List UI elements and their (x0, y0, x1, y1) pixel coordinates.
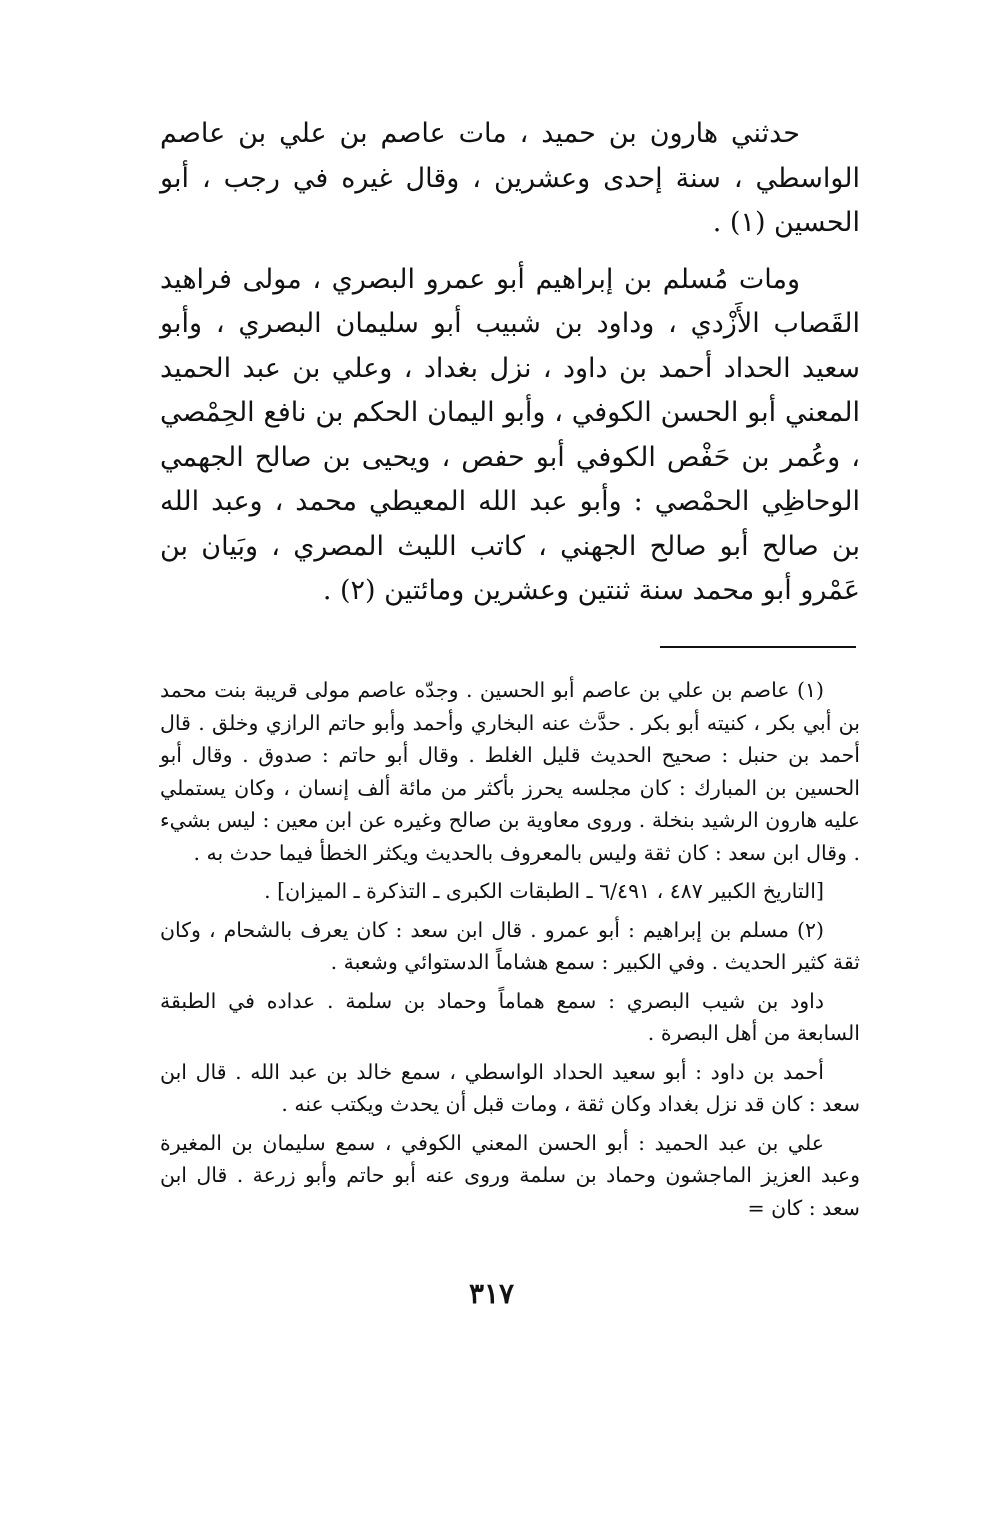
footnote-separator (660, 646, 856, 648)
footnote-1-sources: [التاريخ الكبير ٤٨٧ ، ٦/٤٩١ ـ الطبقات الكبرى ـ التذكرة ـ الميزان] . (264, 879, 824, 903)
footnotes (160, 674, 860, 1230)
footnote-2: (٢) مسلم بن إبراهيم : أبو عمرو . قال ابن سعد : كان يعرف بالشحام ، وكان ثقة كثير الحديث . وفي الكبير : سمع هشاماً الدستوائي وشعبة . (160, 917, 860, 974)
main-paragraph-1: حدثني هارون بن حميد ، مات عاصم بن علي بن عاصم الواسطي ، سنة إحدى وعشرين ، وقال غيره في رجب ، أبو الحسين (١) . (160, 118, 860, 238)
main-paragraph-2: ومات مُسلم بن إبراهيم أبو عمرو البصري ، مولى فراهيد القَصاب الأَزْدي ، وداود بن شبيب أبو سليمان البصري ، وأبو سعيد الحداد أحمد بن داود ، نزل بغداد ، وعلي بن عبد الحميد المعني أبو الحسن الكوفي ، وأبو اليمان الحكم بن نافع الحِمْصي ، وعُمر بن حَفْص الكوفي أبو حفص ، ويحيى بن صالح الجهمي الوحاظِي الحمْصي : وأبو عبد الله المعيطي محمد ، وعبد الله بن صالح أبو صالح الجهني ، كاتب الليث المصري ، وبَيان بن عَمْرو أبو محمد سنة ثنتين وعشرين ومائتين (٢) . (160, 263, 860, 606)
footnote-1: (١) عاصم بن علي بن عاصم أبو الحسين . وجدّه عاصم مولى قريبة بنت محمد بن أبي بكر ، كنيته أبو بكر . حدَّث عنه البخاري وأحمد وأبو حاتم الرازي وخلق . قال أحمد بن حنبل : صحيح الحديث قليل الغلط . وقال أبو حاتم : صدوق . وقال أبو الحسين بن المبارك : كان مجلسه يحرز بأكثر من مائة ألف إنسان ، وكان يستملي عليه هارون الرشيد بنخلة . وروى معاوية بن صالح وغيره عن ابن معين : ليس بشيء . وقال ابن سعد : كان ثقة وليس بالمعروف بالحديث ويكثر الخطأ فيما حدث به . (160, 678, 860, 865)
main-text (160, 112, 860, 614)
footnote-2-ahmad: أحمد بن داود : أبو سعيد الحداد الواسطي ، سمع خالد بن عبد الله . قال ابن سعد : كان قد نزل بغداد وكان ثقة ، ومات قبل أن يحدث ويكتب عنه . (160, 1059, 860, 1116)
page-number: ٣١٧ (468, 1277, 515, 1310)
footnote-2-ali: علي بن عبد الحميد : أبو الحسن المعني الكوفي ، سمع سليمان بن المغيرة وعبد العزيز الماجشون وحماد بن سلمة وروى عنه أبو حاتم وأبو زرعة . قال ابن سعد : كان = (160, 1130, 860, 1220)
footnote-2-dawud: داود بن شيب البصري : سمع هماماً وحماد بن سلمة . عداده في الطبقة السابعة من أهل البصرة . (160, 988, 860, 1045)
